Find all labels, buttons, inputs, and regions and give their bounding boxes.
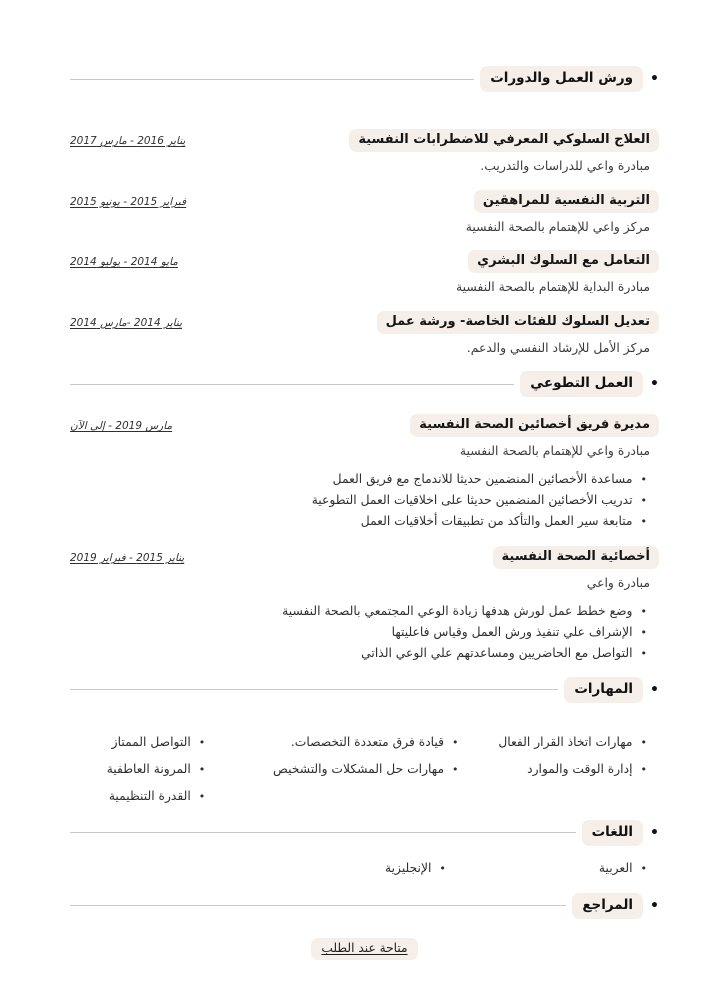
entry-main (210, 545, 659, 664)
entry-organization: مبادرة واعي (586, 575, 650, 591)
entry-main (210, 189, 659, 237)
entry-organization: مبادرة واعي للإهتمام بالصحة النفسية (459, 443, 650, 459)
list-item-text: متابعة سير العمل والتأكد من تطبيقات أخلاقيات العمل (360, 514, 633, 529)
workshop-entry (70, 128, 659, 176)
languages-grid (70, 858, 659, 879)
section-header-volunteer (70, 371, 659, 397)
skill-text: مهارات اتخاذ القرار الفعال (498, 734, 633, 749)
skills-column (70, 729, 217, 810)
bullet-icon: • (640, 735, 647, 749)
skill-item (70, 756, 217, 783)
section-header-references (70, 893, 659, 919)
bullet-icon: • (640, 646, 647, 660)
entry-organization: مبادرة البداية للإهتمام بالصحة النفسية (456, 279, 650, 295)
workshop-entry (70, 310, 659, 358)
entry-title: التعامل مع السلوك البشري (468, 250, 659, 273)
section-divider-line (70, 384, 514, 385)
skill-item (471, 756, 659, 783)
section-title-workshops: ورش العمل والدورات (480, 66, 643, 92)
skill-item (70, 783, 217, 810)
section-header-languages (70, 820, 659, 846)
section-bullet-icon: • (650, 897, 659, 914)
list-item (210, 601, 647, 622)
section-divider-line (70, 832, 576, 833)
entry-date (70, 413, 210, 532)
date-text: يناير 2014 -مارس 2014 (70, 316, 182, 329)
skill-text: التواصل الممتاز (111, 734, 191, 749)
entry-bullet-list (210, 601, 659, 664)
section-header-skills (70, 677, 659, 703)
entry-bullet-list (210, 469, 659, 532)
list-item-text: وضع خطط عمل لورش هدفها زيادة الوعي المجتمعي بالصحة النفسية (282, 603, 633, 618)
bullet-icon: • (198, 762, 206, 776)
volunteer-entry (70, 545, 659, 664)
workshop-entry (70, 249, 659, 297)
volunteer-entry (70, 413, 659, 532)
date-text: يناير 2015 - فبراير 2019 (70, 552, 185, 565)
entry-date (70, 128, 210, 176)
entry-title: مديرة فريق أخصائين الصحة النفسية (410, 414, 659, 437)
bullet-icon: • (640, 762, 647, 776)
entry-date (70, 189, 210, 237)
references-note: متاحة عند الطلب (311, 938, 417, 960)
bullet-icon: • (198, 735, 206, 749)
section-title-references: المراجع (572, 893, 643, 919)
bullet-icon: • (640, 515, 647, 529)
bullet-icon: • (640, 604, 647, 618)
section-bullet-icon: • (650, 376, 659, 393)
skill-text: إدارة الوقت والموارد (527, 761, 633, 776)
list-item-text: الإشراف علي تنفيذ ورش العمل وقياس فاعليتها (391, 624, 633, 639)
date-text: مارس 2019 - إلى الآن (70, 420, 173, 433)
entry-main (210, 128, 659, 176)
skills-column (217, 729, 470, 810)
bullet-icon: • (640, 473, 647, 487)
date-text: فبراير 2015 - يونيو 2015 (70, 195, 187, 208)
bullet-icon: • (452, 735, 459, 749)
list-item (210, 622, 647, 643)
bullet-icon: • (640, 861, 647, 875)
section-divider-line (70, 689, 558, 690)
list-item-text: التواصل مع الحاضريين ومساعدتهم علي الوعي الذاتي (361, 645, 633, 660)
entry-title: العلاج السلوكي المعرفي للاضطرابات النفسية (349, 129, 659, 152)
skill-item (70, 729, 217, 756)
language-text: الإنجليزية (385, 860, 432, 875)
date-text: مايو 2014 - يوليو 2014 (70, 256, 178, 269)
bullet-icon: • (198, 789, 206, 803)
list-item-text: تدريب الأخصائين المنضمين حديثا على اخلاقيات العمل التطوعية (311, 493, 633, 508)
workshop-entry (70, 189, 659, 237)
skill-text: المرونة العاطفية (106, 761, 191, 776)
section-bullet-icon: • (650, 824, 659, 841)
list-item (210, 511, 647, 532)
section-divider-line (70, 79, 474, 80)
section-header-workshops (70, 66, 659, 92)
language-item (471, 858, 647, 879)
list-item-text: مساعدة الأخصائين المنضمين حديثا للاندماج مع فريق العمل (332, 472, 633, 487)
entry-title: أخصائية الصحة النفسية (493, 546, 659, 569)
section-bullet-icon: • (650, 681, 659, 698)
entry-organization: مركز واعي للإهتمام بالصحة النفسية (465, 218, 650, 234)
bullet-icon: • (640, 625, 647, 639)
bullet-icon: • (452, 762, 459, 776)
entry-main (210, 310, 659, 358)
section-title-languages: اللغات (582, 820, 643, 846)
language-text: العربية (598, 860, 633, 875)
skill-text: قيادة فرق متعددة التخصصات. (290, 734, 445, 749)
section-title-volunteer: العمل التطوعي (520, 371, 643, 397)
list-item (210, 643, 647, 664)
section-title-skills: المهارات (564, 677, 643, 703)
entry-organization: مركز الأمل للإرشاد النفسي والدعم. (466, 339, 650, 355)
bullet-icon: • (640, 494, 647, 508)
entry-main (210, 249, 659, 297)
entry-title: تعديل السلوك للفئات الخاصة- ورشة عمل (377, 311, 659, 334)
section-bullet-icon: • (650, 71, 659, 87)
entry-date (70, 545, 210, 664)
references-note-wrap (70, 937, 659, 960)
skills-column (471, 729, 659, 810)
entry-organization: مبادرة واعي للدراسات والتدريب. (480, 158, 650, 173)
skill-item (217, 729, 470, 756)
entry-date (70, 310, 210, 358)
section-divider-line (70, 905, 566, 906)
entry-date (70, 249, 210, 297)
entry-main (210, 413, 659, 532)
skills-grid (70, 729, 659, 810)
skill-item (217, 756, 470, 783)
list-item (210, 469, 647, 490)
entry-title: التربية النفسية للمراهقين (474, 190, 659, 213)
skill-text: مهارات حل المشكلات والتشخيص (273, 761, 445, 776)
skill-item (471, 729, 659, 756)
date-text: يناير 2016 - مارس 2017 (70, 135, 186, 147)
skill-text: القدرة التنظيمية (108, 788, 191, 803)
bullet-icon: • (439, 861, 446, 875)
list-item (210, 490, 647, 511)
language-cell (471, 858, 659, 879)
language-item (385, 858, 471, 879)
language-cell (70, 858, 471, 879)
